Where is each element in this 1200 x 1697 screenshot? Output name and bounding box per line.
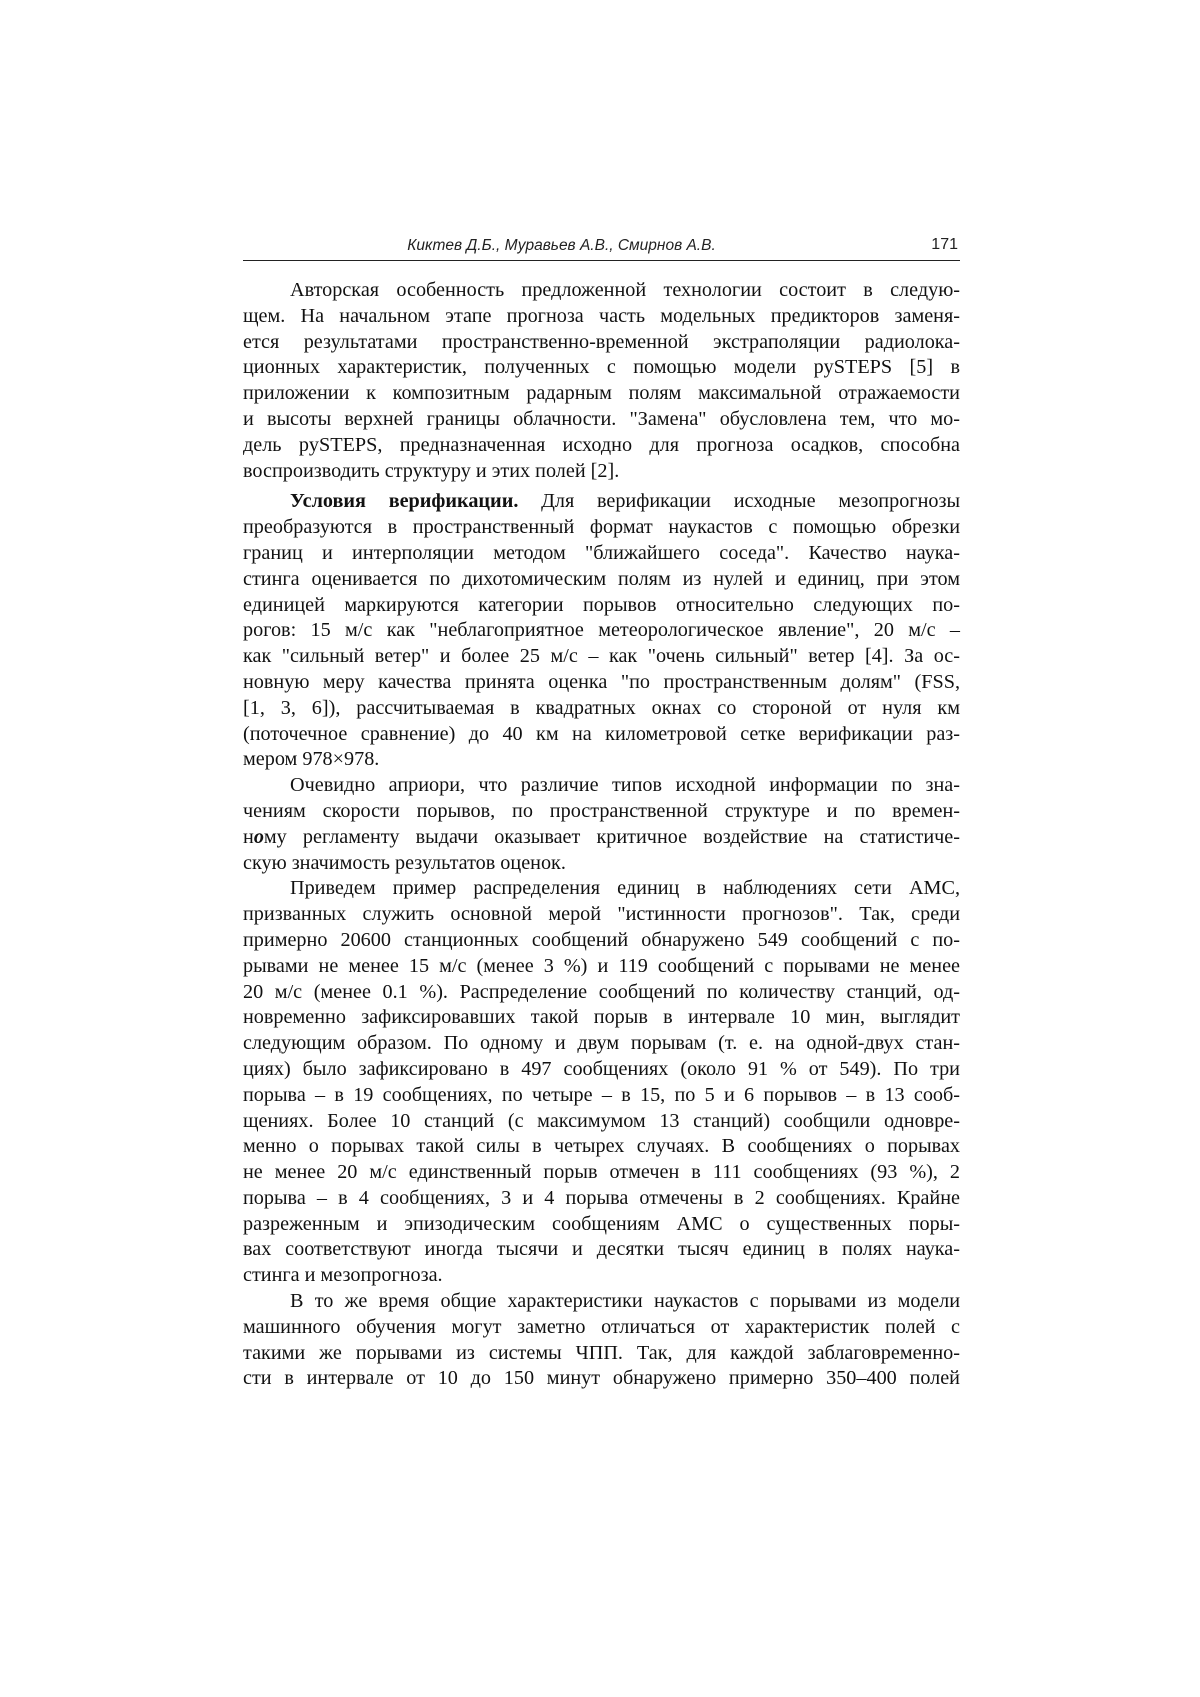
text-line: и высоты верхней границы облачности. "Замена" обусловлена тем, что мо-	[243, 407, 960, 430]
section-heading: Условия верификации.	[290, 490, 519, 513]
emph-prefix: н	[243, 825, 254, 848]
running-header-authors: Киктев Д.Б., Муравьев А.В., Смирнов А.В.	[407, 237, 716, 254]
text-line: воспроизводить структуру и этих полей [2].	[243, 459, 620, 482]
text-line: ционных характеристик, полученных с помощью модели pySTEPS [5] в	[243, 356, 960, 379]
body-text	[243, 278, 960, 1392]
text-line: менно о порывах такой силы в четырех случаях. В сообщениях о порывах	[243, 1135, 960, 1158]
text-line: приложении к композитным радарным полям максимальной отражаемости	[243, 382, 960, 405]
text-line: стинга оценивается по дихотомическим полям из нулей и единиц, при этом	[243, 567, 960, 590]
text-line: порыва – в 19 сообщениях, по четыре – в 15, по 5 и 6 порывов – в 13 сооб-	[243, 1083, 960, 1106]
text-line: Очевидно априори, что различие типов исходной информации по зна-	[290, 774, 960, 797]
text-line: не менее 20 м/с единственный порыв отмечен в 111 сообщениях (93 %), 2	[243, 1161, 960, 1184]
text-line: машинного обучения могут заметно отличаться от характеристик полей с	[243, 1315, 960, 1338]
text-line: чениям скорости порывов, по пространственной структуре и по времен-	[243, 799, 960, 822]
text-line: преобразуются в пространственный формат наукастов с помощью обрезки	[243, 516, 960, 539]
paragraph-5	[243, 1289, 960, 1392]
text-line: как "сильный ветер" и более 25 м/с – как "очень сильный" ветер [4]. За ос-	[243, 645, 960, 668]
text-line: разреженным и эпизодическим сообщениям АМС о существенных поры-	[243, 1212, 960, 1235]
text-line: скую значимость результатов оценок.	[243, 851, 566, 874]
text-line: В то же время общие характеристики наукастов с порывами из модели	[290, 1290, 960, 1313]
text-line: циях) было зафиксировано в 497 сообщениях (около 91 % от 549). По три	[243, 1057, 960, 1080]
text-line: рывами не менее 15 м/с (менее 3 %) и 119 сообщений с порывами не менее	[243, 954, 960, 977]
text-line: рогов: 15 м/с как "неблагоприятное метеорологическое явление", 20 м/с –	[243, 619, 960, 642]
text-line	[243, 489, 960, 515]
text-line: (поточечное сравнение) до 40 км на километровой сетке верификации раз-	[243, 722, 960, 745]
text-line: границ и интерполяции методом "ближайшего соседа". Качество наука-	[243, 541, 960, 564]
text-line: [1, 3, 6]), рассчитываемая в квадратных окнах со стороной от нуля км	[243, 696, 960, 719]
text-line: вах соответствуют иногда тысячи и десятки тысяч единиц в полях наука-	[243, 1238, 960, 1261]
stressed-letter: о	[253, 825, 264, 848]
text-line: новную меру качества принята оценка "по пространственным долям" (FSS,	[243, 670, 960, 693]
text-line: единицей маркируются категории порывов относительно следующих по-	[243, 593, 960, 616]
emph-rest: му регламенту выдачи оказывает критичное воздействие на статистиче-	[263, 825, 960, 848]
paragraph-3	[243, 773, 960, 876]
text-line: Приведем пример распределения единиц в наблюдениях сети АМС,	[290, 877, 960, 900]
text-line: щем. На начальном этапе прогноза часть модельных предикторов заменя-	[243, 304, 960, 327]
paragraph-1	[243, 278, 960, 484]
text-line: мером 978×978.	[243, 748, 380, 771]
text-line: следующим образом. По одному и двум порывам (т. е. на одной-двух стан-	[243, 1032, 960, 1055]
text-line: сти в интервале от 10 до 150 минут обнаружено примерно 350–400 полей	[243, 1367, 960, 1390]
paragraph-4	[243, 876, 960, 1289]
running-header	[243, 234, 960, 261]
text-line: Авторская особенность предложенной технологии состоит в следую-	[290, 279, 960, 301]
text-line: такими же порывами из системы ЧПП. Так, для каждой заблаговременно-	[243, 1341, 960, 1364]
paragraph-2	[243, 489, 960, 773]
page-number: 171	[931, 236, 958, 253]
text-line: ется результатами пространственно-временной экстраполяции радиолока-	[243, 330, 960, 353]
text-line: призванных служить основной мерой "истинности прогнозов". Так, среди	[243, 903, 960, 926]
text-line: стинга и мезопрогноза.	[243, 1264, 443, 1287]
text-line: щениях. Более 10 станций (с максимумом 13 станций) сообщили одновре-	[243, 1109, 960, 1132]
heading-line-text: Для верификации исходные мезопрогнозы	[541, 490, 961, 513]
text-line: дель pySTEPS, предназначенная исходно для прогноза осадков, способна	[243, 433, 960, 456]
text-line: 20 м/с (менее 0.1 %). Распределение сообщений по количеству станций, од-	[243, 980, 960, 1003]
text-line: порыва – в 4 сообщениях, 3 и 4 порыва отмечены в 2 сообщениях. Крайне	[243, 1186, 960, 1209]
text-line	[243, 825, 960, 851]
text-line: новременно зафиксировавших такой порыв в интервале 10 мин, выглядит	[243, 1006, 960, 1029]
text-line: примерно 20600 станционных сообщений обнаружено 549 сообщений с по-	[243, 928, 960, 951]
